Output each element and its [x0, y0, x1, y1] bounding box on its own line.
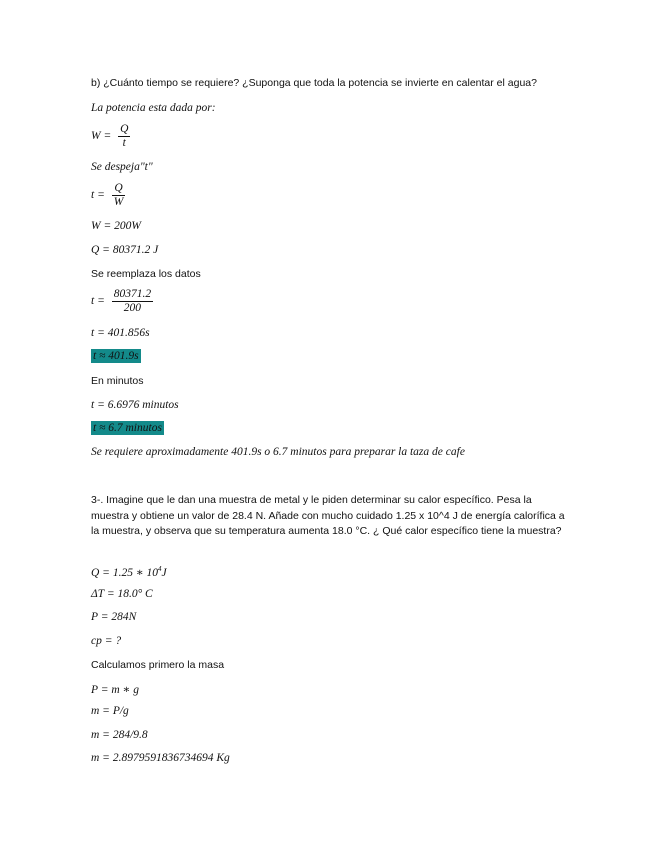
time-denominator: W	[113, 196, 124, 208]
power-formula-lhs: W =	[91, 130, 112, 143]
highlighted-time-approx: t ≈ 401.9s	[93, 350, 139, 362]
highlighted-minutes-approx: t ≈ 6.7 minutos	[93, 422, 162, 434]
power-numerator: Q	[120, 123, 129, 135]
question-b: b) ¿Cuánto tiempo se requiere? ¿Suponga que toda la potencia se invierte en calentar el agua?	[91, 77, 537, 89]
problem-3-text: 3-. Imagine que le dan una muestra de metal y le piden determinar su calor específico. Pesa la muestra y obtiene un valor de 28.4 N. Añade con mucho cuidado 1.25 x 10^4 J de energía calorífica a la muestra, y observa que su temperatura aumenta 18.0 °C. ¿ Qué calor específico tiene la muestra?	[91, 494, 565, 537]
conclusion: Se requiere aproximadamente 401.9s o 6.7 minutos para preparar la taza de cafe	[91, 446, 465, 458]
mass-first-text: Calculamos primero la masa	[91, 659, 225, 671]
mass-formula: m = P/g	[91, 705, 129, 717]
substitution-denominator: 200	[123, 302, 142, 314]
time-formula-lhs: t =	[91, 189, 105, 202]
delta-temperature: ΔT = 18.0° C	[91, 588, 153, 600]
heat-energy-base: Q = 1.25 ∗ 10	[91, 567, 159, 579]
substitution-numerator: 80371.2	[113, 288, 152, 300]
heat-energy-unit: J	[161, 567, 167, 579]
mass-result: m = 2.8979591836734694 Kg	[91, 752, 230, 764]
minutes-label: En minutos	[91, 375, 144, 387]
weight-value: P = 284N	[91, 611, 137, 623]
power-formula	[91, 123, 130, 150]
time-formula	[91, 182, 125, 209]
substitution-fraction	[112, 288, 153, 315]
mass-substitution: m = 284/9.8	[91, 729, 148, 741]
power-statement: La potencia esta dada por:	[91, 102, 216, 114]
time-fraction	[112, 182, 126, 209]
power-value: W = 200W	[91, 220, 141, 232]
power-denominator: t	[122, 137, 126, 149]
time-approx-highlight	[91, 350, 141, 362]
time-minutes: t = 6.6976 minutos	[91, 399, 179, 411]
substitution-lhs: t =	[91, 295, 105, 308]
time-result: t = 401.856s	[91, 327, 150, 339]
weight-formula: P = m ∗ g	[91, 684, 139, 696]
heat-energy	[91, 565, 167, 579]
power-fraction	[118, 123, 130, 150]
heat-value: Q = 80371.2 J	[91, 244, 159, 256]
time-numerator: Q	[112, 182, 126, 196]
substitution-formula	[91, 288, 153, 315]
time-minutes-highlight	[91, 422, 164, 434]
solve-for-t: Se despeja"t"	[91, 161, 153, 173]
heat-energy-exponent: 4	[158, 565, 162, 574]
replace-data-text: Se reemplaza los datos	[91, 268, 201, 280]
specific-heat-unknown: cp = ?	[91, 635, 122, 647]
